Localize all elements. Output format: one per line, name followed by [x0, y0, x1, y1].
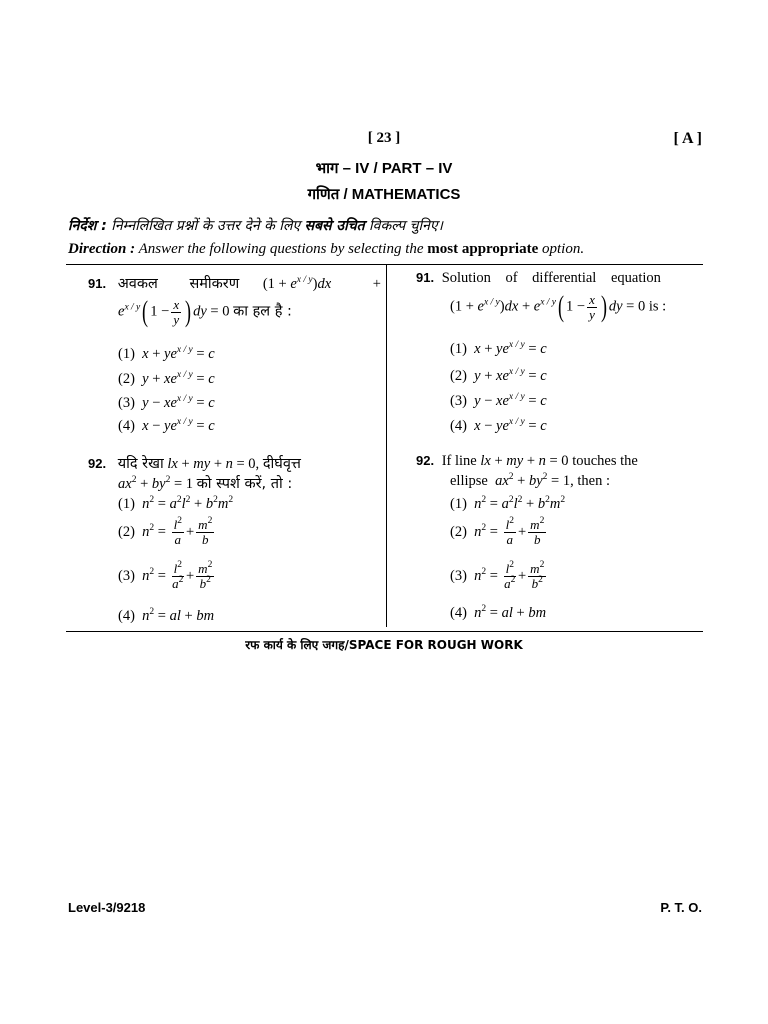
q91-hindi-option-3: (3) $y - xe^{x / y} = c$ [118, 394, 215, 411]
top-rule [66, 264, 703, 265]
direction-english-tail: option. [542, 241, 585, 257]
q92-english-text: If line [441, 453, 477, 469]
direction-english-label: Direction : [68, 241, 136, 257]
q91-english-number: 91. [416, 270, 435, 285]
q92-english-option-4: (4) $n^2$ = al + bm [450, 604, 547, 621]
q91-hindi-stem: 91. अवकल समीकरण $(1 + e^{x / y})dx$ + [88, 275, 381, 292]
q91-hindi-tail: का हल है : [233, 303, 292, 320]
level-code: Level-3/9218 [68, 900, 146, 915]
q92-hindi-option-4: (4) $n^2$ = al + bm [118, 607, 215, 624]
q91-hindi-equation: $e^{x / y}$( 1 − $\frac{x}{y}$ ) dy = 0 का हल है : [118, 295, 292, 328]
page-number: [ 23 ] [367, 130, 401, 146]
q92-hindi-option-3: (3) $n^2$ = $\frac{l^2}{a^2}$ + $\frac{m^2}{b^2}$ [118, 560, 213, 591]
q91-english-option-2: (2) $y + xe^{x / y} = c$ [450, 367, 547, 384]
q91-hindi-word-b: समीकरण [189, 276, 240, 292]
q92-english-tail: , then : [570, 473, 610, 489]
q91-english-stem [416, 270, 696, 287]
subject-heading: गणित / MATHEMATICS [307, 186, 461, 203]
q92-english-option-3: (3) $n^2$ = $\frac{l^2}{a^2}$ + $\frac{m^2}{b^2}$ [450, 560, 545, 591]
q92-english-number: 92. [416, 453, 435, 468]
q92-english-stem: 92. If line lx + my + n = 0 touches the [416, 453, 638, 469]
q92-hindi-option-2: (2) $n^2$ = $\frac{l^2}{a}$ + $\frac{m^2}{b}$ [118, 516, 213, 547]
q92-english-mid: touches the [572, 453, 638, 469]
q91-hindi-option-2: (2) $y + xe^{x / y} = c$ [118, 370, 215, 387]
q91-english-tail: is : [648, 298, 667, 315]
direction-english [68, 241, 584, 258]
direction-hindi-bold: सबसे उचित [304, 218, 365, 234]
direction-hindi-tail: विकल्प चुनिए। [369, 218, 443, 234]
q92-hindi-stem: 92. यदि रेखा lx + my + n = 0, दीर्घवृत्त [88, 456, 301, 472]
q92-hindi-tail: को स्पर्श करें, तो : [196, 476, 293, 492]
pto-label: P. T. O. [660, 900, 702, 915]
q92-hindi-number: 92. [88, 456, 107, 471]
direction-english-bold: most appropriate [427, 241, 539, 257]
q91-english-option-1: (1) $x + ye^{x / y} = c$ [450, 340, 547, 357]
q92-hindi-ellipse: $ax^2 + by^2 = 1$ को स्पर्श करें, तो : [118, 475, 293, 492]
q91-english-option-3: (3) $y - xe^{x / y} = c$ [450, 392, 547, 409]
q92-english-ellipse: ellipse $ax^2 + by^2 = 1$, then : [450, 472, 610, 489]
q91-hindi-option-4: (4) $x - ye^{x / y} = c$ [118, 417, 215, 434]
q91-english-equation: $(1 + e^{x / y})dx + e^{x / y}$( 1 − $\frac{x}{y}$ ) dy = 0 is : [450, 290, 667, 323]
direction-english-text: Answer the following questions by selecting the [138, 241, 424, 257]
q91-hindi-word-a: अवकल [117, 276, 158, 292]
q92-english-ellipse-word: ellipse [450, 473, 488, 489]
q92-hindi-word-a: यदि रेखा [117, 456, 164, 472]
q92-english-option-1: (1) $n^2 = a^2l^2 + b^2m^2$ [450, 495, 566, 512]
set-code: [ A ] [673, 130, 702, 147]
column-divider [386, 265, 387, 627]
direction-hindi [68, 216, 443, 235]
bottom-rule [66, 631, 703, 632]
direction-hindi-label: निर्देश : [68, 218, 107, 234]
q92-english-option-2: (2) $n^2$ = $\frac{l^2}{a}$ + $\frac{m^2}{b}$ [450, 516, 545, 547]
q91-english-option-4: (4) $x - ye^{x / y} = c$ [450, 417, 547, 434]
q92-hindi-option-1: (1) $n^2 = a^2l^2 + b^2m^2$ [118, 495, 234, 512]
part-heading: भाग – IV / PART – IV [315, 160, 453, 177]
q91-hindi-number: 91. [88, 276, 107, 291]
direction-hindi-text: निम्नलिखित प्रश्नों के उत्तर देने के लिए [111, 218, 301, 234]
q91-english-text: Solution of differential equation [441, 270, 661, 286]
q92-hindi-word-b: दीर्घवृत्त [262, 456, 301, 472]
q91-hindi-option-1: (1) $x + ye^{x / y} = c$ [118, 345, 215, 362]
rough-work-label: रफ कार्य के लिए जगह/SPACE FOR ROUGH WORK [245, 638, 523, 652]
